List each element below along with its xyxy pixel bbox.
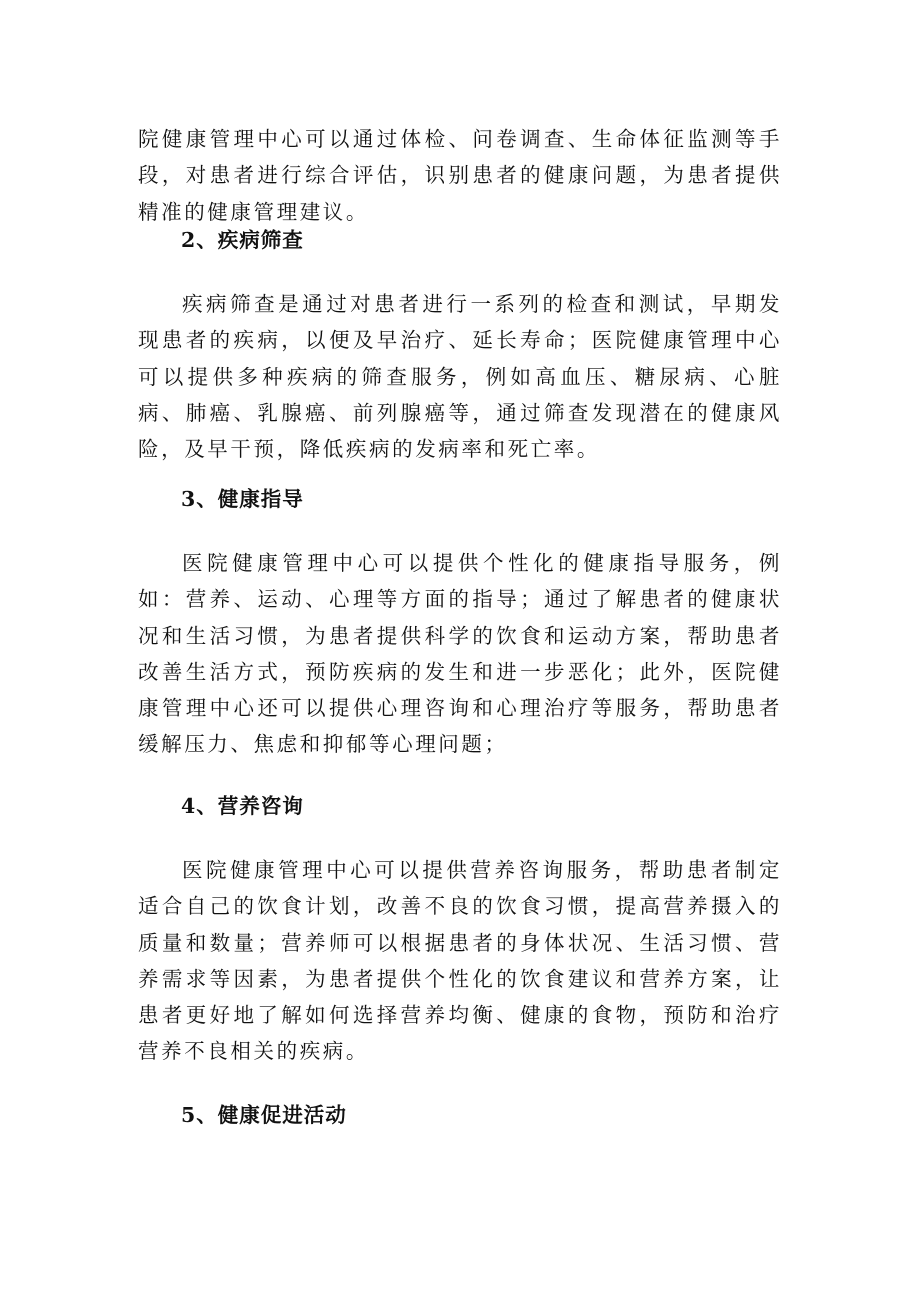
section-heading-disease-screening: 2、疾病筛查 xyxy=(181,228,304,252)
section-body-health-guidance: 医院健康管理中心可以提供个性化的健康指导服务，例如：营养、运动、心理等方面的指导；通过了解患者的健康状况和生活习惯，为患者提供科学的饮食和运动方案，帮助患者改善生活方式，预防疾病的发生和进一步恶化；此外，医院健康管理中心还可以提供心理咨询和心理治疗等服务，帮助患者缓解压力、焦虑和抑郁等心理问题； xyxy=(138,551,782,757)
section-heading-health-guidance: 3、健康指导 xyxy=(181,487,304,511)
section-body-nutrition-consulting: 医院健康管理中心可以提供营养咨询服务，帮助患者制定适合自己的饮食计划，改善不良的饮食习惯，提高营养摄入的质量和数量；营养师可以根据患者的身体状况、生活习惯、营养需求等因素，为患者提供个性化的饮食建议和营养方案，让患者更好地了解如何选择营养均衡、健康的食物，预防和治疗营养不良相关的疾病。 xyxy=(138,858,782,1064)
section-body-disease-screening: 疾病筛查是通过对患者进行一系列的检查和测试，早期发现患者的疾病，以便及早治疗、延长寿命；医院健康管理中心可以提供多种疾病的筛查服务，例如高血压、糖尿病、心脏病、肺癌、乳腺癌、前列腺癌等，通过筛查发现潜在的健康风险，及早干预，降低疾病的发病率和死亡率。 xyxy=(138,292,782,462)
section-heading-health-promotion: 5、健康促进活动 xyxy=(181,1103,347,1127)
section-heading-nutrition-consulting: 4、营养咨询 xyxy=(181,794,304,818)
intro-paragraph: 院健康管理中心可以通过体检、问卷调查、生命体征监测等手段，对患者进行综合评估，识别患者的健康问题，为患者提供精准的健康管理建议。 xyxy=(138,127,782,224)
